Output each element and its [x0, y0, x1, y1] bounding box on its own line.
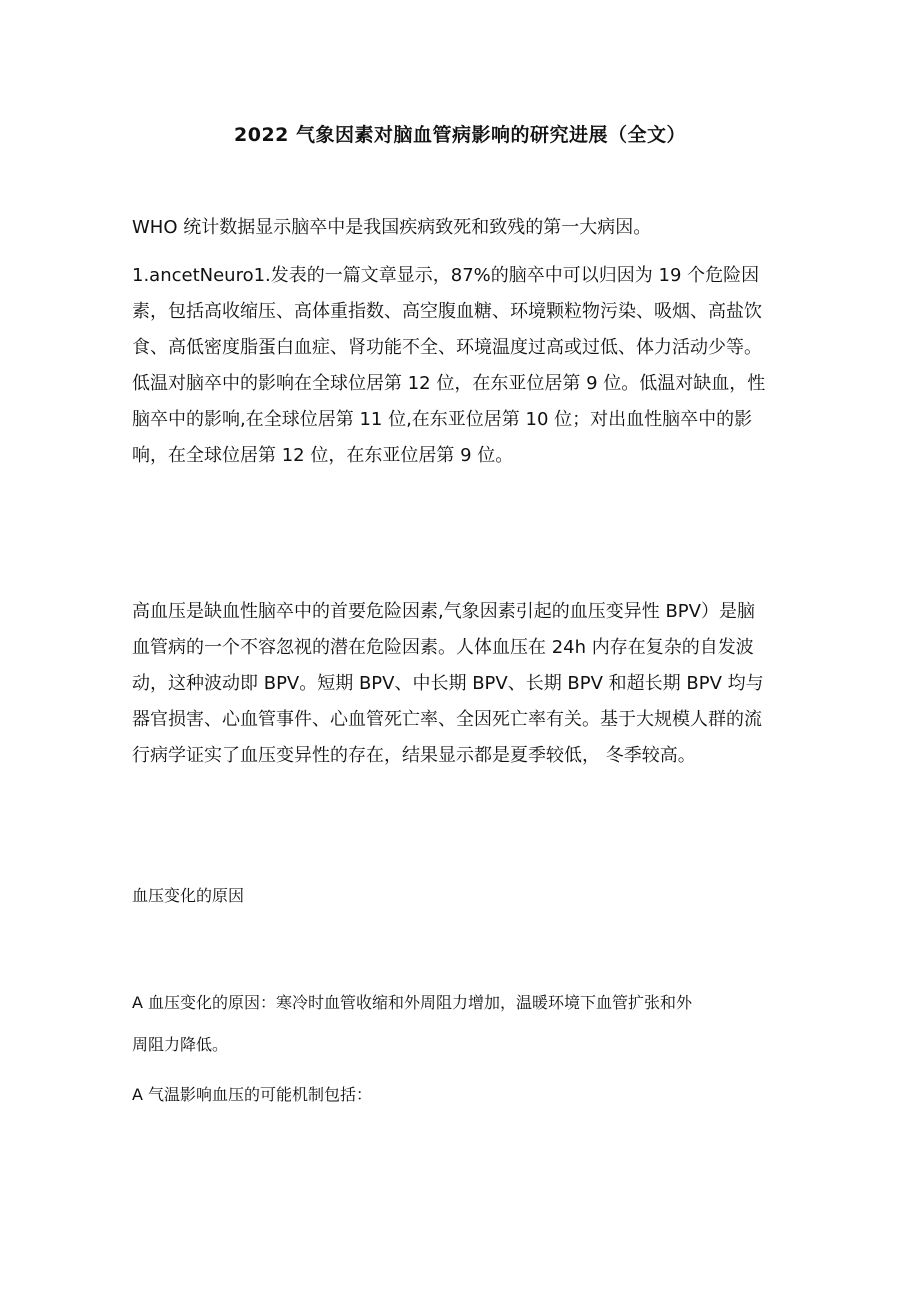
paragraph-mechanisms: [132, 1077, 792, 1113]
paragraph-line: 行病学证实了血压变异性的存在，结果显示都是夏季较低， 冬季较高。: [132, 745, 696, 766]
paragraph-line: 低温对脑卒中的影响在全球位居第 12 位，在东亚位居第 9 位。低温对缺血，性: [132, 373, 766, 394]
paragraph-line: 响，在全球位居第 12 位，在东亚位居第 9 位。: [132, 445, 514, 466]
paragraph-line: 血管病的一个不容忽视的潜在危险因素。人体血压在 24h 内存在复杂的自发波: [132, 637, 754, 658]
paragraph-line: 素，包括高收缩压、高体重指数、高空腹血糖、环境颗粒物污染、吸烟、高盐饮: [132, 301, 762, 322]
paragraph-line: 食、高低密度脂蛋白血症、肾功能不全、环境温度过高或过低、体力活动少等。: [132, 337, 762, 358]
document-title: 2022 气象因素对脑血管病影响的研究进展（全文）: [234, 124, 686, 146]
paragraph-bp-causes: [132, 982, 792, 1066]
paragraph-who-statistics: [132, 210, 792, 246]
paragraph-risk-factors: [132, 258, 792, 474]
paragraph-line: 高血压是缺血性脑卒中的首要危险因素,气象因素引起的血压变异性 BPV）是脑: [132, 601, 755, 622]
paragraph-line: 器官损害、心血管事件、心血管死亡率、全因死亡率有关。基于大规模人群的流: [132, 709, 762, 730]
section-heading: 血压变化的原因: [132, 886, 245, 905]
paragraph-line: 1.ancetNeuro1.发表的一篇文章显示，87%的脑卒中可以归因为 19 个危险因: [132, 265, 760, 286]
paragraph-line: A 血压变化的原因：寒冷时血管收缩和外周阻力增加，温暖环境下血管扩张和外: [132, 993, 693, 1012]
paragraph-line: A 气温影响血压的可能机制包括：: [132, 1085, 373, 1104]
paragraph-line: 周阻力降低。: [132, 1035, 229, 1054]
paragraph-hypertension-bpv: [132, 594, 792, 774]
paragraph-line: WHO 统计数据显示脑卒中是我国疾病致死和致残的第一大病因。: [132, 217, 652, 238]
paragraph-line: 动，这种波动即 BPV。短期 BPV、中长期 BPV、长期 BPV 和超长期 BPV 均与: [132, 673, 764, 694]
paragraph-line: 脑卒中的影响,在全球位居第 11 位,在东亚位居第 10 位；对出血性脑卒中的影: [132, 409, 753, 430]
